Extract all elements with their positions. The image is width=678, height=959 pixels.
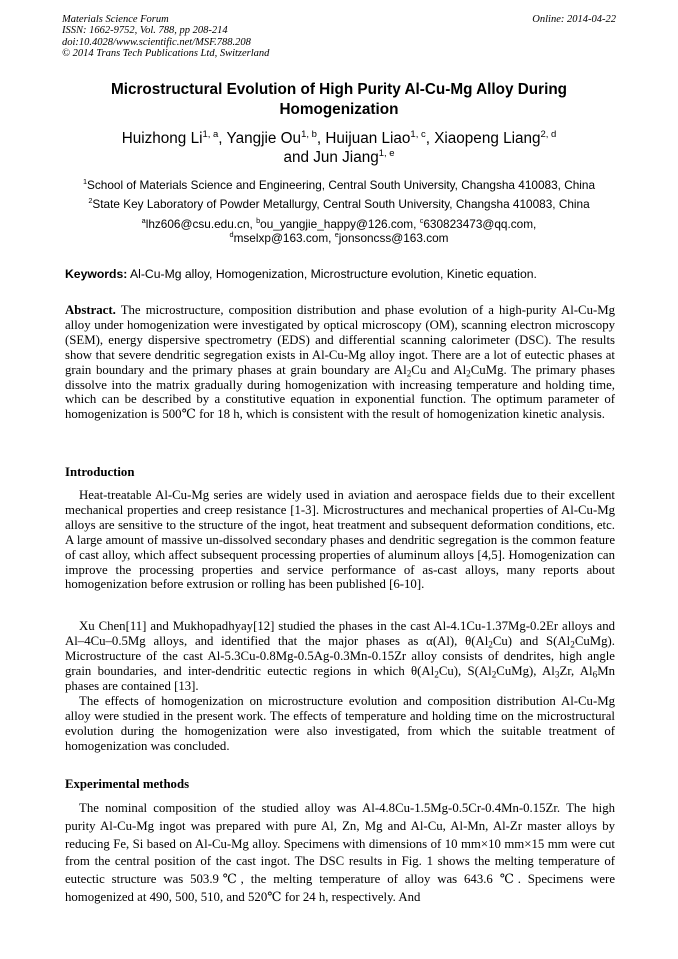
paragraph-text: Zr, Al (559, 663, 593, 678)
author-name: Huijuan Liao (325, 130, 411, 147)
journal-name: Materials Science Forum (62, 14, 169, 25)
keywords-label: Keywords: (65, 267, 128, 281)
intro-paragraph-2 (65, 619, 615, 694)
copyright-line: © 2014 Trans Tech Publications Ltd, Switzerland (62, 48, 270, 60)
subscript: 2 (491, 669, 497, 680)
subscript: 2 (488, 639, 493, 650)
online-date: Online: 2014-04-22 (532, 14, 616, 25)
journal-header (62, 14, 616, 60)
email-link[interactable]: mselxp@163.com, (233, 231, 335, 245)
author-list: Huizhong Li$^{1, a}$, Yangjie Ou$^{1, b}$, Huijuan Liao$^{1, c}$, Xiaopeng Liang$^{2, d}$ and Jun Jiang$^{1, e}$ (121, 128, 557, 166)
paragraph-text: CuMg), Al (496, 663, 555, 678)
affiliation-sup: 1 (82, 177, 88, 187)
affiliation-sup: 2 (88, 196, 93, 206)
author-name: Jun Jiang (313, 149, 379, 166)
subscript: 2 (570, 639, 575, 650)
email-sup: c (419, 216, 424, 226)
subscript: 6 (592, 669, 598, 680)
abstract-text: The microstructure, composition distribution and phase evolution of a high-purity Al-Cu-Mg alloy under homogenization were investigated by optical microscopy (OM), scanning electron microscopy (SEM), energy dispersive spectrometry (EDS) and differential scanning calorimeter (DSC). The results show that severe dendritic segregation exists in Al-Cu-Mg alloy ingot. There are a lot of eutectic phases at grain boundary and the primary phases at grain boundary are Al (65, 303, 616, 377)
subscript: 3 (554, 669, 560, 680)
subscript: 2 (434, 669, 439, 680)
affiliation-text: School of Materials Science and Engineering, Central South University, Changsha 410083, China (87, 178, 596, 192)
paper-title: Microstructural Evolution of High Purity Al-Cu-Mg Alloy During Homogenization (110, 81, 568, 118)
paragraph-text: Cu) and S(Al (492, 633, 571, 648)
email-sup: d (229, 230, 234, 240)
section-heading-introduction: Introduction (65, 465, 135, 479)
email-sup: b (256, 216, 261, 226)
author-sup: 2, d (540, 128, 557, 140)
author-sup: 1, a (202, 128, 219, 140)
doi-line: doi:10.4028/www.scientific.net/MSF.788.208 (62, 36, 251, 48)
issn-line: ISSN: 1662-9752, Vol. 788, pp 208-214 (62, 25, 228, 37)
author-name: Xiaopeng Liang (434, 130, 541, 147)
affiliation-1 (48, 178, 630, 192)
email-link[interactable]: lhz606@csu.edu.cn, (145, 217, 257, 231)
experimental-paragraph-1: The nominal composition of the studied alloy was Al-4.8Cu-1.5Mg-0.5Cr-0.4Mn-0.15Zr. The high purity Al-Cu-Mg ingot was prepared with pure Al, Zn, Mg and Al-Cu, Al-Mn, Al-Zr master alloys by reducing Fe, Si based on Al-Cu-Mg alloy. Specimens with dimensions of 10 mm×10 mm×15 mm were cut from the central position of the cast ingot. The DSC results in Fig. 1 shows the melting temperature of eutectic structure was 503.9℃, the melting temperature of alloy was 643.6 ℃. Specimens were homogenized at 490, 500, 510, and 520℃ for 24 h, respectively. And (65, 801, 615, 904)
abstract-text: Cu and Al (411, 362, 467, 377)
affiliation-2 (48, 197, 630, 211)
section-heading-experimental: Experimental methods (65, 777, 190, 791)
keywords-text: Al-Cu-Mg alloy, Homogenization, Microstructure evolution, Kinetic equation. (130, 267, 537, 281)
abstract-text: CuMg. The primary phases dissolve into the matrix gradually during homogenization with increasing temperature and holding time, which can be described by a constitutive equation in exponential function. The optimum parameter of homogenization is 500℃ for 18 h, which is consistent with the result of homogenization kinetic analysis. (65, 362, 615, 422)
email-sup: e (334, 230, 339, 240)
keywords (65, 267, 615, 282)
abstract-paragraph (65, 303, 615, 422)
author-name: Yangjie Ou (226, 130, 302, 147)
email-link[interactable]: jonsoncss@163.com (338, 231, 449, 245)
paragraph-text: CuMg). Microstructure of the cast Al-5.3Cu-0.8Mg-0.5Ag-0.3Mn-0.15Zr alloy consists of dendrites, high angle grain boundaries, and inter-dendritic eutectic regions in which θ(Al (65, 633, 615, 678)
author-sup: 1, c (410, 128, 426, 140)
affiliation-text: State Key Laboratory of Powder Metallurgy, Central South University, Changsha 410083, China (92, 197, 590, 211)
author-name: Huizhong Li (121, 130, 203, 147)
email-list (80, 217, 598, 245)
author-sup: 1, e (378, 147, 395, 159)
paragraph-text: Mn phases are contained [13]. (65, 663, 615, 693)
intro-paragraph-3: The effects of homogenization on microstructure evolution and composition distribution Al-Cu-Mg alloy were studied in the present work. The effects of temperature and holding time on the microstructural evolution during the homogenization were also investigated, from which the suitable treatment of homogenization was concluded. (65, 694, 615, 753)
email-link[interactable]: ou_yangjie_happy@126.com, (260, 217, 420, 231)
subscript: 2 (406, 367, 412, 378)
paragraph-text: Xu Chen[11] and Mukhopadhyay[12] studied the phases in the cast Al-4.1Cu-1.37Mg-0.2Er alloys and Al–4Cu–0.5Mg alloys, and identified that the major phases as α(Al), θ(Al (65, 619, 615, 648)
intro-paragraph-1: Heat-treatable Al-Cu-Mg series are widely used in aviation and aerospace fields due to their excellent mechanical properties and creep resistance [1-3]. Microstructures and mechanical properties of Al-Cu-Mg alloys are sensitive to the structure of the ingot, heat treatment and subsequent deformation conditions, etc. A large amount of massive un-dissolved secondary phases and dendritic segregation is the common feature of cast alloy, which affect subsequent processing properties of aluminum alloys [4,5]. Homogenization can improve the processing properties and service performance of as-cast alloys, many reports about homogenization before extrusion or rolling has been published [6-10]. (65, 488, 615, 592)
paragraph-text: Cu), S(Al (438, 663, 492, 678)
author-conjunction: and (283, 149, 314, 166)
subscript: 2 (466, 367, 471, 378)
email-link[interactable]: 630823473@qq.com, (423, 217, 537, 231)
abstract-label: Abstract. (65, 303, 116, 317)
author-sup: 1, b (301, 128, 317, 140)
email-sup: a (141, 216, 146, 226)
